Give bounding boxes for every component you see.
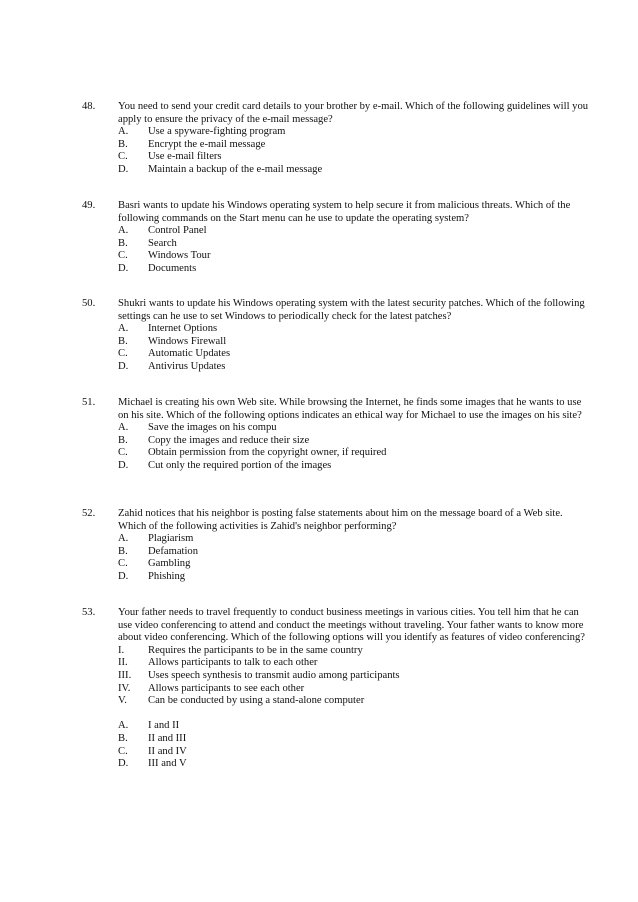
statement-list (118, 645, 592, 708)
option-list (118, 422, 592, 472)
option-letter: D. (118, 570, 129, 582)
option-text: Control Panel (148, 225, 207, 237)
option-b (118, 336, 592, 349)
option-letter: A. (118, 533, 129, 545)
option-letter: C. (118, 447, 128, 459)
option-a (118, 323, 592, 336)
option-text: Obtain permission from the copyright owner, if required (148, 447, 387, 459)
statement-numeral: IV. (118, 682, 131, 694)
option-text: II and IV (148, 745, 187, 757)
question-number: 49. (82, 200, 96, 211)
option-a (118, 126, 592, 139)
option-text: Search (148, 237, 177, 249)
option-text: Documents (148, 262, 197, 274)
option-c (118, 447, 592, 460)
statement-numeral: V. (118, 695, 127, 707)
question-number: 52. (82, 508, 96, 519)
option-letter: B. (118, 434, 128, 446)
option-text: Phishing (148, 570, 186, 582)
option-b (118, 733, 592, 746)
option-letter: C. (118, 745, 128, 757)
statement-numeral: III. (118, 669, 132, 681)
option-text: Cut only the required portion of the images (148, 459, 332, 471)
question-number: 53. (82, 607, 96, 618)
option-c (118, 558, 592, 571)
option-list (118, 533, 592, 583)
option-letter: C. (118, 558, 128, 570)
option-list (118, 720, 592, 770)
option-text: Plagiarism (148, 533, 194, 545)
statement-v (118, 695, 592, 708)
option-letter: B. (118, 545, 128, 557)
statement-text: Can be conducted by using a stand-alone computer (148, 695, 365, 707)
question-number: 51. (82, 397, 96, 408)
option-b (118, 435, 592, 448)
option-c (118, 746, 592, 759)
option-text: Save the images on his compu (148, 422, 277, 434)
option-text: Antivirus Updates (148, 360, 226, 372)
option-c (118, 348, 592, 361)
statement-numeral: I. (118, 644, 125, 656)
option-text: Windows Firewall (148, 335, 227, 347)
option-d (118, 571, 592, 584)
option-c (118, 250, 592, 263)
question-number: 48. (82, 101, 96, 112)
option-text: Automatic Updates (148, 348, 231, 360)
question-body (118, 397, 592, 473)
statement-text: Allows participants to see each other (148, 682, 305, 694)
question-text: Your father needs to travel frequently to conduct business meetings in various cities. You tell him that he can use video conferencing to attend and conduct the meetings without traveling. Your father wants to know more about video conferencing. Which of the following options will you identify as features of video conferencing? (118, 607, 585, 644)
option-b (118, 139, 592, 152)
option-list (118, 126, 592, 176)
option-letter: A. (118, 323, 129, 335)
option-list (118, 323, 592, 373)
question-body (118, 508, 592, 584)
option-letter: A. (118, 720, 129, 732)
option-letter: C. (118, 151, 128, 163)
option-text: Defamation (148, 545, 199, 557)
option-d (118, 758, 592, 771)
statement-text: Uses speech synthesis to transmit audio among participants (148, 669, 400, 681)
option-letter: B. (118, 732, 128, 744)
option-letter: D. (118, 459, 129, 471)
statement-i (118, 645, 592, 658)
option-a (118, 720, 592, 733)
question-text: Basri wants to update his Windows operating system to help secure it from malicious threats. Which of the following commands on the Start menu can he use to update the operating system? (118, 200, 571, 224)
option-text: II and III (148, 732, 187, 744)
option-d (118, 460, 592, 473)
option-b (118, 546, 592, 559)
option-text: Use e-mail filters (148, 151, 222, 163)
option-text: Gambling (148, 558, 191, 570)
option-letter: A. (118, 225, 129, 237)
question-text: You need to send your credit card details to your brother by e-mail. Which of the following guidelines will you apply to ensure the privacy of the e-mail message? (118, 101, 589, 125)
statement-ii (118, 657, 592, 670)
option-letter: D. (118, 360, 129, 372)
option-d (118, 164, 592, 177)
option-text: Maintain a backup of the e-mail message (148, 163, 323, 175)
option-letter: A. (118, 422, 129, 434)
option-text: Encrypt the e-mail message (148, 138, 266, 150)
option-letter: D. (118, 758, 129, 770)
question-text: Michael is creating his own Web site. While browsing the Internet, he finds some images that he wants to use on his site. Which of the following options indicates an ethical way for Michael to use the images on his site? (118, 397, 582, 421)
question-body (118, 607, 592, 771)
question-number: 50. (82, 298, 96, 309)
question-text: Zahid notices that his neighbor is posting false statements about him on the message board of a Web site. Which of the following activities is Zahid's neighbor performing? (118, 508, 563, 532)
option-letter: C. (118, 348, 128, 360)
option-text: III and V (148, 758, 187, 770)
option-a (118, 533, 592, 546)
option-letter: B. (118, 335, 128, 347)
option-text: Use a spyware-fighting program (148, 126, 286, 138)
option-d (118, 361, 592, 374)
option-d (118, 263, 592, 276)
option-c (118, 151, 592, 164)
option-a (118, 422, 592, 435)
option-a (118, 225, 592, 238)
question-body (118, 298, 592, 374)
question-body (118, 101, 592, 177)
option-list (118, 225, 592, 275)
option-b (118, 238, 592, 251)
statement-iii (118, 670, 592, 683)
option-text: Windows Tour (148, 250, 211, 262)
option-letter: A. (118, 126, 129, 138)
question-text: Shukri wants to update his Windows operating system with the latest security patches. Which of the following settings can he use to set Windows to periodically check for the latest patches? (118, 298, 585, 322)
statement-text: Allows participants to talk to each other (148, 657, 318, 669)
statement-iv (118, 683, 592, 696)
statement-numeral: II. (118, 657, 128, 669)
question-body (118, 200, 592, 276)
option-letter: D. (118, 262, 129, 274)
option-text: Copy the images and reduce their size (148, 434, 310, 446)
option-letter: B. (118, 237, 128, 249)
option-letter: D. (118, 163, 129, 175)
option-text: I and II (148, 720, 180, 732)
statement-text: Requires the participants to be in the same country (148, 644, 363, 656)
option-letter: C. (118, 250, 128, 262)
option-letter: B. (118, 138, 128, 150)
option-text: Internet Options (148, 323, 218, 335)
